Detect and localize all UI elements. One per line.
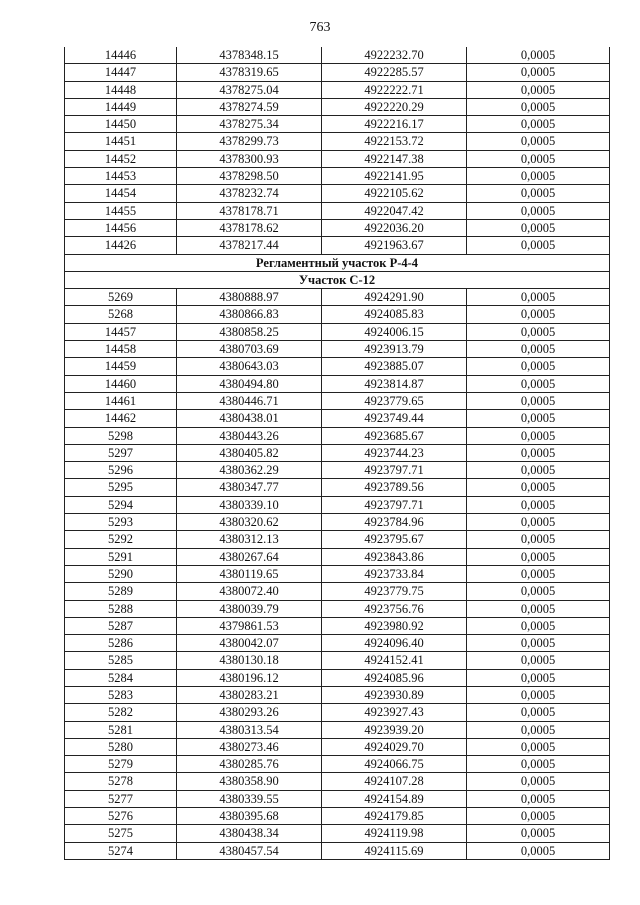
- table-row: [65, 133, 610, 150]
- y-coordinate-cell: 4923749.44: [322, 410, 467, 427]
- point-id-cell: 14452: [65, 150, 177, 167]
- point-id-cell: 5290: [65, 565, 177, 582]
- x-coordinate-cell: 4380443.26: [177, 427, 322, 444]
- x-coordinate-cell: 4380888.97: [177, 289, 322, 306]
- table-row: [65, 306, 610, 323]
- x-coordinate-cell: 4380643.03: [177, 358, 322, 375]
- accuracy-cell: 0,0005: [467, 237, 610, 254]
- x-coordinate-cell: 4380347.77: [177, 479, 322, 496]
- point-id-cell: 14459: [65, 358, 177, 375]
- point-id-cell: 5292: [65, 531, 177, 548]
- y-coordinate-cell: 4922105.62: [322, 185, 467, 202]
- point-id-cell: 5296: [65, 462, 177, 479]
- point-id-cell: 5280: [65, 738, 177, 755]
- accuracy-cell: 0,0005: [467, 825, 610, 842]
- x-coordinate-cell: 4380446.71: [177, 392, 322, 409]
- x-coordinate-cell: 4378178.62: [177, 219, 322, 236]
- y-coordinate-cell: 4922216.17: [322, 116, 467, 133]
- section-heading: Участок С-12: [65, 271, 610, 288]
- point-id-cell: 5297: [65, 444, 177, 461]
- point-id-cell: 5281: [65, 721, 177, 738]
- table-row: [65, 392, 610, 409]
- x-coordinate-cell: 4380320.62: [177, 514, 322, 531]
- table-row: [65, 444, 610, 461]
- x-coordinate-cell: 4378275.04: [177, 81, 322, 98]
- table-row: [65, 704, 610, 721]
- y-coordinate-cell: 4924152.41: [322, 652, 467, 669]
- y-coordinate-cell: 4923779.75: [322, 583, 467, 600]
- point-id-cell: 5276: [65, 808, 177, 825]
- point-id-cell: 14458: [65, 341, 177, 358]
- accuracy-cell: 0,0005: [467, 202, 610, 219]
- accuracy-cell: 0,0005: [467, 116, 610, 133]
- table-row: [65, 790, 610, 807]
- table-row: [65, 721, 610, 738]
- y-coordinate-cell: 4923784.96: [322, 514, 467, 531]
- point-id-cell: 14455: [65, 202, 177, 219]
- x-coordinate-cell: 4378217.44: [177, 237, 322, 254]
- x-coordinate-cell: 4380119.65: [177, 565, 322, 582]
- x-coordinate-cell: 4380866.83: [177, 306, 322, 323]
- page-number: 763: [309, 20, 331, 35]
- table-row: [65, 98, 610, 115]
- x-coordinate-cell: 4380858.25: [177, 323, 322, 340]
- x-coordinate-cell: 4380273.46: [177, 738, 322, 755]
- table-row: [65, 600, 610, 617]
- point-id-cell: 14460: [65, 375, 177, 392]
- y-coordinate-cell: 4922036.20: [322, 219, 467, 236]
- y-coordinate-cell: 4923779.65: [322, 392, 467, 409]
- accuracy-cell: 0,0005: [467, 323, 610, 340]
- x-coordinate-cell: 4380395.68: [177, 808, 322, 825]
- point-id-cell: 5293: [65, 514, 177, 531]
- accuracy-cell: 0,0005: [467, 64, 610, 81]
- y-coordinate-cell: 4922220.29: [322, 98, 467, 115]
- accuracy-cell: 0,0005: [467, 358, 610, 375]
- y-coordinate-cell: 4923744.23: [322, 444, 467, 461]
- x-coordinate-cell: 4380042.07: [177, 635, 322, 652]
- y-coordinate-cell: 4924066.75: [322, 756, 467, 773]
- table-row: [65, 531, 610, 548]
- x-coordinate-cell: 4380283.21: [177, 686, 322, 703]
- x-coordinate-cell: 4380703.69: [177, 341, 322, 358]
- accuracy-cell: 0,0005: [467, 686, 610, 703]
- y-coordinate-cell: 4924291.90: [322, 289, 467, 306]
- y-coordinate-cell: 4923789.56: [322, 479, 467, 496]
- x-coordinate-cell: 4378299.73: [177, 133, 322, 150]
- accuracy-cell: 0,0005: [467, 375, 610, 392]
- x-coordinate-cell: 4380313.54: [177, 721, 322, 738]
- point-id-cell: 5268: [65, 306, 177, 323]
- point-id-cell: 14451: [65, 133, 177, 150]
- y-coordinate-cell: 4923814.87: [322, 375, 467, 392]
- y-coordinate-cell: 4922222.71: [322, 81, 467, 98]
- y-coordinate-cell: 4922232.70: [322, 47, 467, 64]
- y-coordinate-cell: 4923797.71: [322, 496, 467, 513]
- x-coordinate-cell: 4380339.55: [177, 790, 322, 807]
- x-coordinate-cell: 4380293.26: [177, 704, 322, 721]
- x-coordinate-cell: 4380362.29: [177, 462, 322, 479]
- table-row: [65, 237, 610, 254]
- accuracy-cell: 0,0005: [467, 392, 610, 409]
- point-id-cell: 5286: [65, 635, 177, 652]
- accuracy-cell: 0,0005: [467, 565, 610, 582]
- table-row: [65, 202, 610, 219]
- x-coordinate-cell: 4380405.82: [177, 444, 322, 461]
- point-id-cell: 5291: [65, 548, 177, 565]
- accuracy-cell: 0,0005: [467, 738, 610, 755]
- y-coordinate-cell: 4923733.84: [322, 565, 467, 582]
- table-row: [65, 116, 610, 133]
- table-row: [65, 289, 610, 306]
- table-row: [65, 462, 610, 479]
- y-coordinate-cell: 4923885.07: [322, 358, 467, 375]
- x-coordinate-cell: 4379861.53: [177, 617, 322, 634]
- y-coordinate-cell: 4924179.85: [322, 808, 467, 825]
- point-id-cell: 14461: [65, 392, 177, 409]
- y-coordinate-cell: 4924085.83: [322, 306, 467, 323]
- y-coordinate-cell: 4922047.42: [322, 202, 467, 219]
- accuracy-cell: 0,0005: [467, 548, 610, 565]
- accuracy-cell: 0,0005: [467, 219, 610, 236]
- point-id-cell: 14450: [65, 116, 177, 133]
- table-row: [65, 410, 610, 427]
- accuracy-cell: 0,0005: [467, 47, 610, 64]
- accuracy-cell: 0,0005: [467, 306, 610, 323]
- y-coordinate-cell: 4924085.96: [322, 669, 467, 686]
- point-id-cell: 5279: [65, 756, 177, 773]
- point-id-cell: 14454: [65, 185, 177, 202]
- table-row: [65, 808, 610, 825]
- point-id-cell: 5288: [65, 600, 177, 617]
- y-coordinate-cell: 4923795.67: [322, 531, 467, 548]
- accuracy-cell: 0,0005: [467, 669, 610, 686]
- x-coordinate-cell: 4378300.93: [177, 150, 322, 167]
- y-coordinate-cell: 4923980.92: [322, 617, 467, 634]
- accuracy-cell: 0,0005: [467, 583, 610, 600]
- point-id-cell: 5285: [65, 652, 177, 669]
- y-coordinate-cell: 4924154.89: [322, 790, 467, 807]
- point-id-cell: 14449: [65, 98, 177, 115]
- section-heading-row: [65, 271, 610, 288]
- accuracy-cell: 0,0005: [467, 617, 610, 634]
- table-row: [65, 168, 610, 185]
- y-coordinate-cell: 4922285.57: [322, 64, 467, 81]
- y-coordinate-cell: 4923927.43: [322, 704, 467, 721]
- x-coordinate-cell: 4378298.50: [177, 168, 322, 185]
- point-id-cell: 5275: [65, 825, 177, 842]
- accuracy-cell: 0,0005: [467, 427, 610, 444]
- x-coordinate-cell: 4380438.34: [177, 825, 322, 842]
- y-coordinate-cell: 4923930.89: [322, 686, 467, 703]
- y-coordinate-cell: 4922153.72: [322, 133, 467, 150]
- point-id-cell: 14462: [65, 410, 177, 427]
- point-id-cell: 5295: [65, 479, 177, 496]
- x-coordinate-cell: 4380339.10: [177, 496, 322, 513]
- x-coordinate-cell: 4378275.34: [177, 116, 322, 133]
- table-row: [65, 323, 610, 340]
- accuracy-cell: 0,0005: [467, 531, 610, 548]
- table-row: [65, 479, 610, 496]
- y-coordinate-cell: 4924006.15: [322, 323, 467, 340]
- x-coordinate-cell: 4378232.74: [177, 185, 322, 202]
- point-id-cell: 5283: [65, 686, 177, 703]
- accuracy-cell: 0,0005: [467, 410, 610, 427]
- accuracy-cell: 0,0005: [467, 773, 610, 790]
- accuracy-cell: 0,0005: [467, 842, 610, 859]
- table-row: [65, 842, 610, 859]
- x-coordinate-cell: 4380494.80: [177, 375, 322, 392]
- accuracy-cell: 0,0005: [467, 600, 610, 617]
- y-coordinate-cell: 4924029.70: [322, 738, 467, 755]
- table-row: [65, 583, 610, 600]
- x-coordinate-cell: 4378274.59: [177, 98, 322, 115]
- coordinates-table: [64, 47, 610, 860]
- y-coordinate-cell: 4923797.71: [322, 462, 467, 479]
- point-id-cell: 14453: [65, 168, 177, 185]
- table-row: [65, 565, 610, 582]
- table-row: [65, 686, 610, 703]
- point-id-cell: 14447: [65, 64, 177, 81]
- accuracy-cell: 0,0005: [467, 289, 610, 306]
- point-id-cell: 5278: [65, 773, 177, 790]
- table-row: [65, 514, 610, 531]
- point-id-cell: 14426: [65, 237, 177, 254]
- x-coordinate-cell: 4380438.01: [177, 410, 322, 427]
- section-heading-row: [65, 254, 610, 271]
- point-id-cell: 5277: [65, 790, 177, 807]
- x-coordinate-cell: 4378178.71: [177, 202, 322, 219]
- y-coordinate-cell: 4923913.79: [322, 341, 467, 358]
- point-id-cell: 5269: [65, 289, 177, 306]
- table-row: [65, 219, 610, 236]
- table-row: [65, 756, 610, 773]
- x-coordinate-cell: 4380312.13: [177, 531, 322, 548]
- accuracy-cell: 0,0005: [467, 721, 610, 738]
- accuracy-cell: 0,0005: [467, 790, 610, 807]
- x-coordinate-cell: 4380130.18: [177, 652, 322, 669]
- point-id-cell: 5274: [65, 842, 177, 859]
- x-coordinate-cell: 4380072.40: [177, 583, 322, 600]
- y-coordinate-cell: 4923756.76: [322, 600, 467, 617]
- accuracy-cell: 0,0005: [467, 81, 610, 98]
- table-row: [65, 81, 610, 98]
- y-coordinate-cell: 4923939.20: [322, 721, 467, 738]
- table-row: [65, 341, 610, 358]
- point-id-cell: 14446: [65, 47, 177, 64]
- table-row: [65, 825, 610, 842]
- accuracy-cell: 0,0005: [467, 133, 610, 150]
- table-row: [65, 358, 610, 375]
- accuracy-cell: 0,0005: [467, 168, 610, 185]
- y-coordinate-cell: 4924096.40: [322, 635, 467, 652]
- table-row: [65, 617, 610, 634]
- table-row: [65, 635, 610, 652]
- table-row: [65, 548, 610, 565]
- x-coordinate-cell: 4380039.79: [177, 600, 322, 617]
- y-coordinate-cell: 4922141.95: [322, 168, 467, 185]
- x-coordinate-cell: 4380285.76: [177, 756, 322, 773]
- accuracy-cell: 0,0005: [467, 479, 610, 496]
- coordinates-table-body: [65, 47, 610, 859]
- point-id-cell: 5284: [65, 669, 177, 686]
- accuracy-cell: 0,0005: [467, 514, 610, 531]
- accuracy-cell: 0,0005: [467, 150, 610, 167]
- y-coordinate-cell: 4923685.67: [322, 427, 467, 444]
- x-coordinate-cell: 4378348.15: [177, 47, 322, 64]
- x-coordinate-cell: 4380267.64: [177, 548, 322, 565]
- point-id-cell: 5282: [65, 704, 177, 721]
- y-coordinate-cell: 4923843.86: [322, 548, 467, 565]
- accuracy-cell: 0,0005: [467, 704, 610, 721]
- accuracy-cell: 0,0005: [467, 185, 610, 202]
- y-coordinate-cell: 4924119.98: [322, 825, 467, 842]
- accuracy-cell: 0,0005: [467, 341, 610, 358]
- x-coordinate-cell: 4380457.54: [177, 842, 322, 859]
- point-id-cell: 5287: [65, 617, 177, 634]
- accuracy-cell: 0,0005: [467, 444, 610, 461]
- y-coordinate-cell: 4924107.28: [322, 773, 467, 790]
- table-row: [65, 773, 610, 790]
- table-row: [65, 47, 610, 64]
- table-row: [65, 375, 610, 392]
- y-coordinate-cell: 4924115.69: [322, 842, 467, 859]
- point-id-cell: 5289: [65, 583, 177, 600]
- x-coordinate-cell: 4380358.90: [177, 773, 322, 790]
- table-row: [65, 496, 610, 513]
- accuracy-cell: 0,0005: [467, 496, 610, 513]
- accuracy-cell: 0,0005: [467, 652, 610, 669]
- table-row: [65, 185, 610, 202]
- table-row: [65, 738, 610, 755]
- section-heading: Регламентный участок Р-4-4: [65, 254, 610, 271]
- point-id-cell: 5294: [65, 496, 177, 513]
- y-coordinate-cell: 4921963.67: [322, 237, 467, 254]
- accuracy-cell: 0,0005: [467, 98, 610, 115]
- point-id-cell: 14457: [65, 323, 177, 340]
- table-row: [65, 652, 610, 669]
- x-coordinate-cell: 4378319.65: [177, 64, 322, 81]
- accuracy-cell: 0,0005: [467, 808, 610, 825]
- accuracy-cell: 0,0005: [467, 462, 610, 479]
- accuracy-cell: 0,0005: [467, 635, 610, 652]
- y-coordinate-cell: 4922147.38: [322, 150, 467, 167]
- table-row: [65, 150, 610, 167]
- accuracy-cell: 0,0005: [467, 756, 610, 773]
- point-id-cell: 14456: [65, 219, 177, 236]
- point-id-cell: 14448: [65, 81, 177, 98]
- table-row: [65, 64, 610, 81]
- table-row: [65, 427, 610, 444]
- point-id-cell: 5298: [65, 427, 177, 444]
- table-row: [65, 669, 610, 686]
- x-coordinate-cell: 4380196.12: [177, 669, 322, 686]
